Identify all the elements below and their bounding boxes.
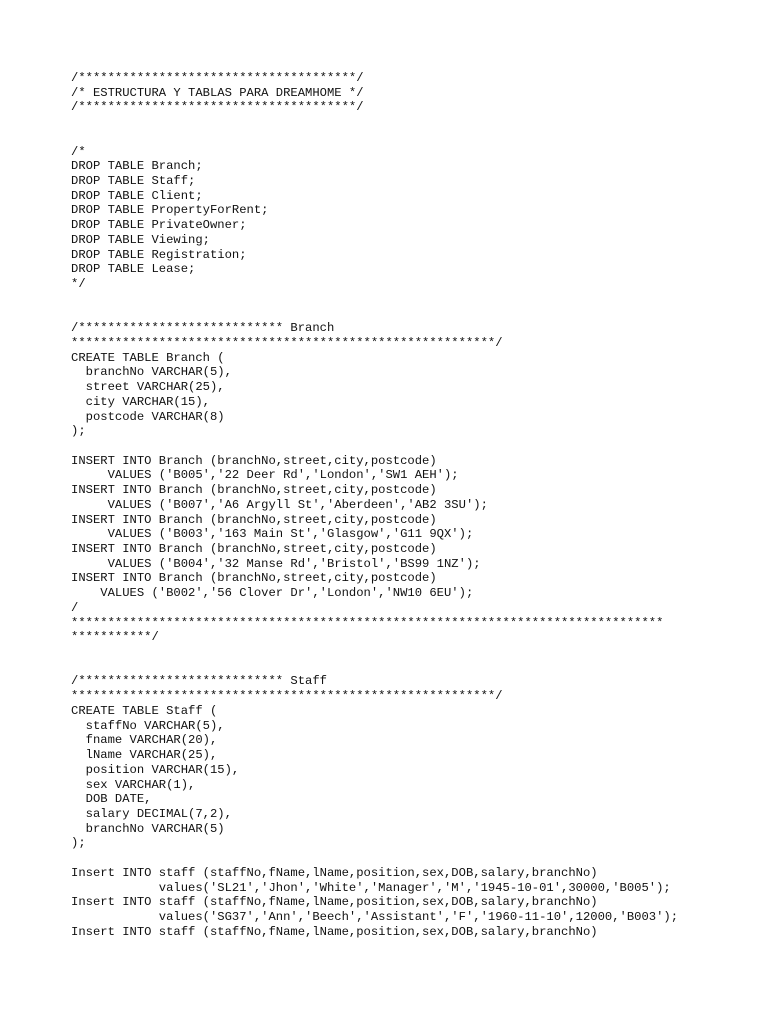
code-line: street VARCHAR(25), bbox=[71, 380, 225, 395]
code-line: ); bbox=[71, 424, 86, 439]
code-line: INSERT INTO Branch (branchNo,street,city,postcode) bbox=[71, 512, 437, 527]
code-line: **********************************************************/ bbox=[71, 335, 503, 350]
code-line: sex VARCHAR(1), bbox=[71, 777, 196, 792]
code-line: Insert INTO staff (staffNo,fName,lName,position,sex,DOB,salary,branchNo) bbox=[71, 895, 598, 910]
code-line: DROP TABLE Branch; bbox=[71, 159, 203, 174]
code-line: fname VARCHAR(20), bbox=[71, 733, 218, 748]
code-line: city VARCHAR(15), bbox=[71, 394, 210, 409]
code-line: INSERT INTO Branch (branchNo,street,city,postcode) bbox=[71, 483, 437, 498]
code-line: VALUES ('B005','22 Deer Rd','London','SW1 AEH'); bbox=[71, 468, 459, 483]
code-line: INSERT INTO Branch (branchNo,street,city,postcode) bbox=[71, 453, 437, 468]
code-line: lName VARCHAR(25), bbox=[71, 748, 218, 763]
code-line: DROP TABLE Staff; bbox=[71, 174, 196, 189]
code-line: /**************************** Staff bbox=[71, 674, 327, 689]
code-line: VALUES ('B003','163 Main St','Glasgow','G11 9QX'); bbox=[71, 527, 474, 542]
code-line: DROP TABLE Viewing; bbox=[71, 232, 210, 247]
code-line bbox=[71, 660, 761, 675]
code-line: postcode VARCHAR(8) bbox=[71, 409, 225, 424]
code-line: / bbox=[71, 600, 79, 615]
code-line: VALUES ('B007','A6 Argyll St','Aberdeen','AB2 3SU'); bbox=[71, 497, 488, 512]
code-line bbox=[71, 645, 761, 660]
code-line bbox=[71, 439, 761, 454]
code-line bbox=[71, 851, 761, 866]
code-line: Insert INTO staff (staffNo,fName,lName,position,sex,DOB,salary,branchNo) bbox=[71, 924, 598, 939]
code-line: ***********/ bbox=[71, 630, 159, 645]
code-line: VALUES ('B002','56 Clover Dr','London','NW10 6EU'); bbox=[71, 586, 474, 601]
code-line: **********************************************************/ bbox=[71, 689, 503, 704]
code-line: staffNo VARCHAR(5), bbox=[71, 718, 225, 733]
code-line: ********************************************************************************* bbox=[71, 615, 664, 630]
code-line: CREATE TABLE Branch ( bbox=[71, 350, 225, 365]
code-line: salary DECIMAL(7,2), bbox=[71, 806, 232, 821]
code-line: /**************************************/ bbox=[71, 71, 364, 85]
code-line: Insert INTO staff (staffNo,fName,lName,position,sex,DOB,salary,branchNo) bbox=[71, 865, 598, 880]
code-line: DROP TABLE Lease; bbox=[71, 262, 196, 277]
code-line bbox=[71, 130, 761, 145]
code-line: values('SL21','Jhon','White','Manager','M','1945-10-01',30000,'B005'); bbox=[71, 880, 671, 895]
code-line: INSERT INTO Branch (branchNo,street,city,postcode) bbox=[71, 542, 437, 556]
code-line: VALUES ('B004','32 Manse Rd','Bristol','BS99 1NZ'); bbox=[71, 556, 481, 571]
code-line: DROP TABLE Client; bbox=[71, 188, 203, 203]
code-line: */ bbox=[71, 277, 86, 292]
code-line: position VARCHAR(15), bbox=[71, 762, 240, 777]
code-line: branchNo VARCHAR(5), bbox=[71, 365, 232, 380]
code-line: /* ESTRUCTURA Y TABLAS PARA DREAMHOME */ bbox=[71, 85, 364, 100]
code-line: ); bbox=[71, 836, 86, 851]
code-line: branchNo VARCHAR(5) bbox=[71, 821, 225, 836]
document-page bbox=[71, 71, 761, 939]
code-line: CREATE TABLE Staff ( bbox=[71, 703, 218, 718]
code-line: DROP TABLE PropertyForRent; bbox=[71, 203, 269, 218]
code-line bbox=[71, 292, 761, 307]
code-line: DROP TABLE PrivateOwner; bbox=[71, 218, 247, 233]
code-line: DOB DATE, bbox=[71, 792, 152, 807]
code-line bbox=[71, 307, 761, 322]
code-line: DROP TABLE Registration; bbox=[71, 247, 247, 262]
code-line: values('SG37','Ann','Beech','Assistant','F','1960-11-10',12000,'B003'); bbox=[71, 909, 679, 924]
code-line bbox=[71, 115, 761, 130]
code-line: /* bbox=[71, 144, 86, 159]
code-line: INSERT INTO Branch (branchNo,street,city,postcode) bbox=[71, 571, 437, 586]
code-line: /**************************************/ bbox=[71, 100, 364, 115]
code-line: /**************************** Branch bbox=[71, 321, 335, 336]
